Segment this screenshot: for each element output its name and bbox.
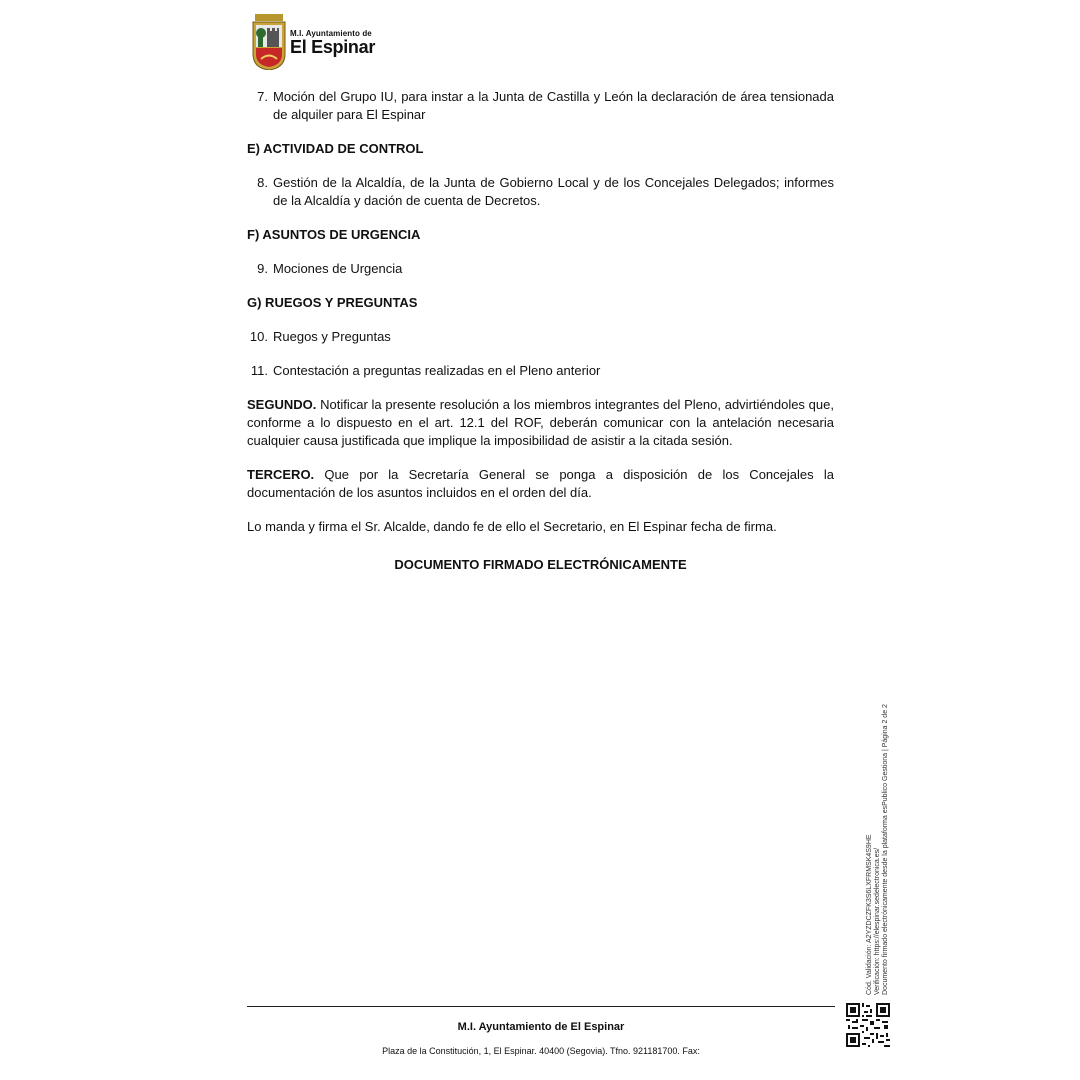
item-number: 7. xyxy=(257,89,268,104)
document-body xyxy=(247,88,834,574)
tercero-paragraph xyxy=(247,466,834,502)
logo-title: El Espinar xyxy=(290,37,376,57)
agenda-item xyxy=(247,260,834,278)
segundo-label: SEGUNDO. xyxy=(247,397,317,412)
item-text: Moción del Grupo IU, para instar a la Junta de Castilla y León la declaración de área tensionada de alquiler para El Espinar xyxy=(273,89,834,122)
item-number: 8. xyxy=(257,175,268,190)
item-number: 9. xyxy=(257,261,268,276)
closing-paragraph: Lo manda y firma el Sr. Alcalde, dando fe de ello el Secretario, en El Espinar fecha de firma. xyxy=(247,519,777,534)
item-text: Gestión de la Alcaldía, de la Junta de Gobierno Local y de los Concejales Delegados; informes de la Alcaldía y dación de cuenta de Decretos. xyxy=(273,175,834,208)
agenda-item xyxy=(247,362,834,380)
logo-subtitle: M.I. Ayuntamiento de xyxy=(290,29,372,38)
signed-notice: DOCUMENTO FIRMADO ELECTRÓNICAMENTE xyxy=(394,557,687,572)
segundo-text: Notificar la presente resolución a los miembros integrantes del Pleno, advirtiéndoles que, conforme a lo dispuesto en el art. 12.1 del ROF, deberán comunicar con la antelación necesaria cualquier causa justificada que implique la imposibilidad de asistir a la citada sesión. xyxy=(247,397,834,448)
section-heading: E) ACTIVIDAD DE CONTROL xyxy=(247,141,424,156)
verification-url: Verificación: https://elespinar.sedelectronica.es/ xyxy=(874,847,881,995)
header-logo xyxy=(252,14,375,70)
footer-organization: M.I. Ayuntamiento de El Espinar xyxy=(457,1021,625,1033)
signature-note: Documento firmado electrónicamente desde la plataforma esPublico Gestiona | Página 2 de 2 xyxy=(882,704,889,995)
qr-code-icon xyxy=(846,1003,890,1047)
item-number: 11. xyxy=(250,363,268,378)
agenda-item xyxy=(247,328,834,346)
item-text: Mociones de Urgencia xyxy=(273,261,403,276)
item-text: Contestación a preguntas realizadas en el Pleno anterior xyxy=(273,363,601,378)
footer-divider xyxy=(247,1006,835,1007)
validation-sidebar xyxy=(866,704,890,995)
tercero-text: Que por la Secretaría General se ponga a disposición de los Concejales la documentación de los asuntos incluidos en el orden del día. xyxy=(247,467,834,500)
tercero-label: TERCERO. xyxy=(247,467,315,482)
section-heading: G) RUEGOS Y PREGUNTAS xyxy=(247,295,418,310)
validation-code: Cód. Validación: A2YZDCZFK3S6LXFRMSK4S9HE xyxy=(866,834,873,995)
agenda-item xyxy=(247,174,834,210)
item-text: Ruegos y Preguntas xyxy=(273,329,391,344)
section-heading: F) ASUNTOS DE URGENCIA xyxy=(247,227,421,242)
coat-of-arms-icon xyxy=(252,14,286,70)
agenda-item xyxy=(247,88,834,124)
item-number: 10. xyxy=(249,329,268,344)
segundo-paragraph xyxy=(247,396,834,450)
footer-address: Plaza de la Constitución, 1, El Espinar. 40400 (Segovia). Tfno. 921181700. Fax: xyxy=(382,1046,700,1056)
